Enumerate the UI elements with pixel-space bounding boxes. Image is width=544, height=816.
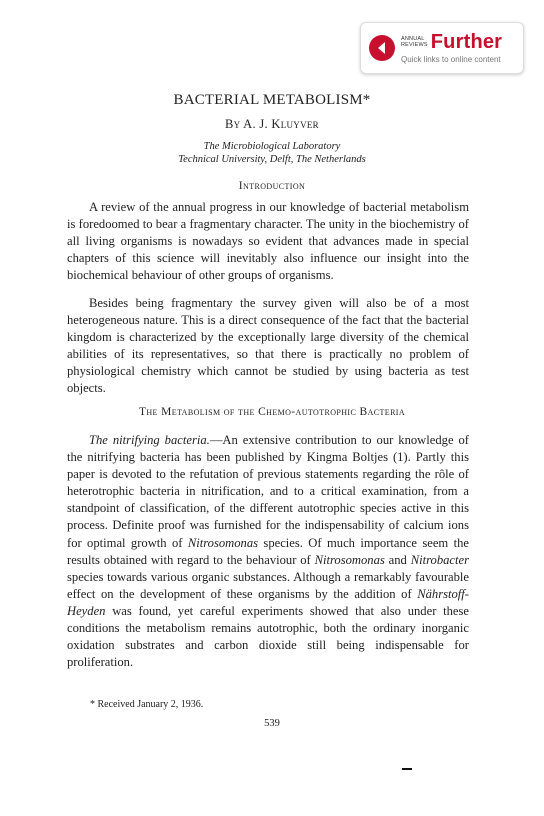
affiliation-line-1: The Microbiological Laboratory <box>203 141 341 152</box>
paragraph-nitrifying-bacteria: The nitrifying bacteria.—An extensive contribution to our knowledge of the nitrifying bacteria has been published by Kingma Boltjes (1). Partly this paper is devoted to the refutation of previous statements regarding the rôle of heterotrophic bacteria in nitrification, and to a critical examination, from a standpoint of classification, of the different autotrophic species active in this process. Definite proof was furnished for the indispensability of calcium ions for optimal growth of Nitrosomonas species. Of much importance seem the results obtained with regard to the behaviour of Nitrosomonas and Nitrobacter species towards various organic substances. Although a remarkably favourable effect on the development of these organisms by the addition of Nährstoff-Heyden was found, yet careful experiments showed that also under these conditions the metabolism remains autotrophic, both the ordinary inorganic oxidation substrates and carbon dioxide still being indispensable for proliferation. <box>67 433 470 670</box>
article-author: By A. J. Kluyver <box>225 117 319 131</box>
further-links-banner[interactable] <box>360 22 524 74</box>
play-arrow-icon <box>369 35 395 61</box>
page-number: 539 <box>264 718 280 729</box>
substance-name: Nährstoff-Heyden <box>67 586 469 618</box>
footnote: * Received January 2, 1936. <box>90 699 204 710</box>
paragraph-intro-1: A review of the annual progress in our knowledge of bacterial metabolism is foredoomed to bear a fragmentary character. The unity in the biochemistry of all living organisms is nowadays so evident that advances made in special chapters of this science will inevitably also influence our insight into the biochemical behaviour of other groups of organisms. <box>67 200 469 283</box>
species-name: Nitrosomonas <box>187 535 259 550</box>
affiliation-line-2: Technical University, Delft, The Netherlands <box>178 154 366 165</box>
further-label: Further <box>430 31 503 53</box>
article-title: BACTERIAL METABOLISM* <box>173 92 371 108</box>
section-heading-chemo-autotrophic: The Metabolism of the Chemo-autotrophic Bacteria <box>138 406 406 418</box>
species-name: Nitrobacter <box>410 552 469 567</box>
banner-subtitle: Quick links to online content <box>401 55 501 64</box>
paragraph-intro-2: Besides being fragmentary the survey given will also be of a most heterogeneous nature. This is a direct consequence of the fact that the bacterial kingdom is characterized by the exceptionally large diversity of the chemical abilities of its representatives, so that there is practically no problem of physiological chemistry which cannot be studied by using bacteria as test objects. <box>67 296 469 396</box>
scan-mark <box>402 768 412 770</box>
paragraph-lead-in: The nitrifying bacteria. <box>89 433 210 447</box>
species-name: Nitrosomonas <box>314 552 385 567</box>
annual-reviews-logo-text: ANNUAL REVIEWS <box>401 36 428 48</box>
section-heading-introduction: Introduction <box>238 180 306 192</box>
